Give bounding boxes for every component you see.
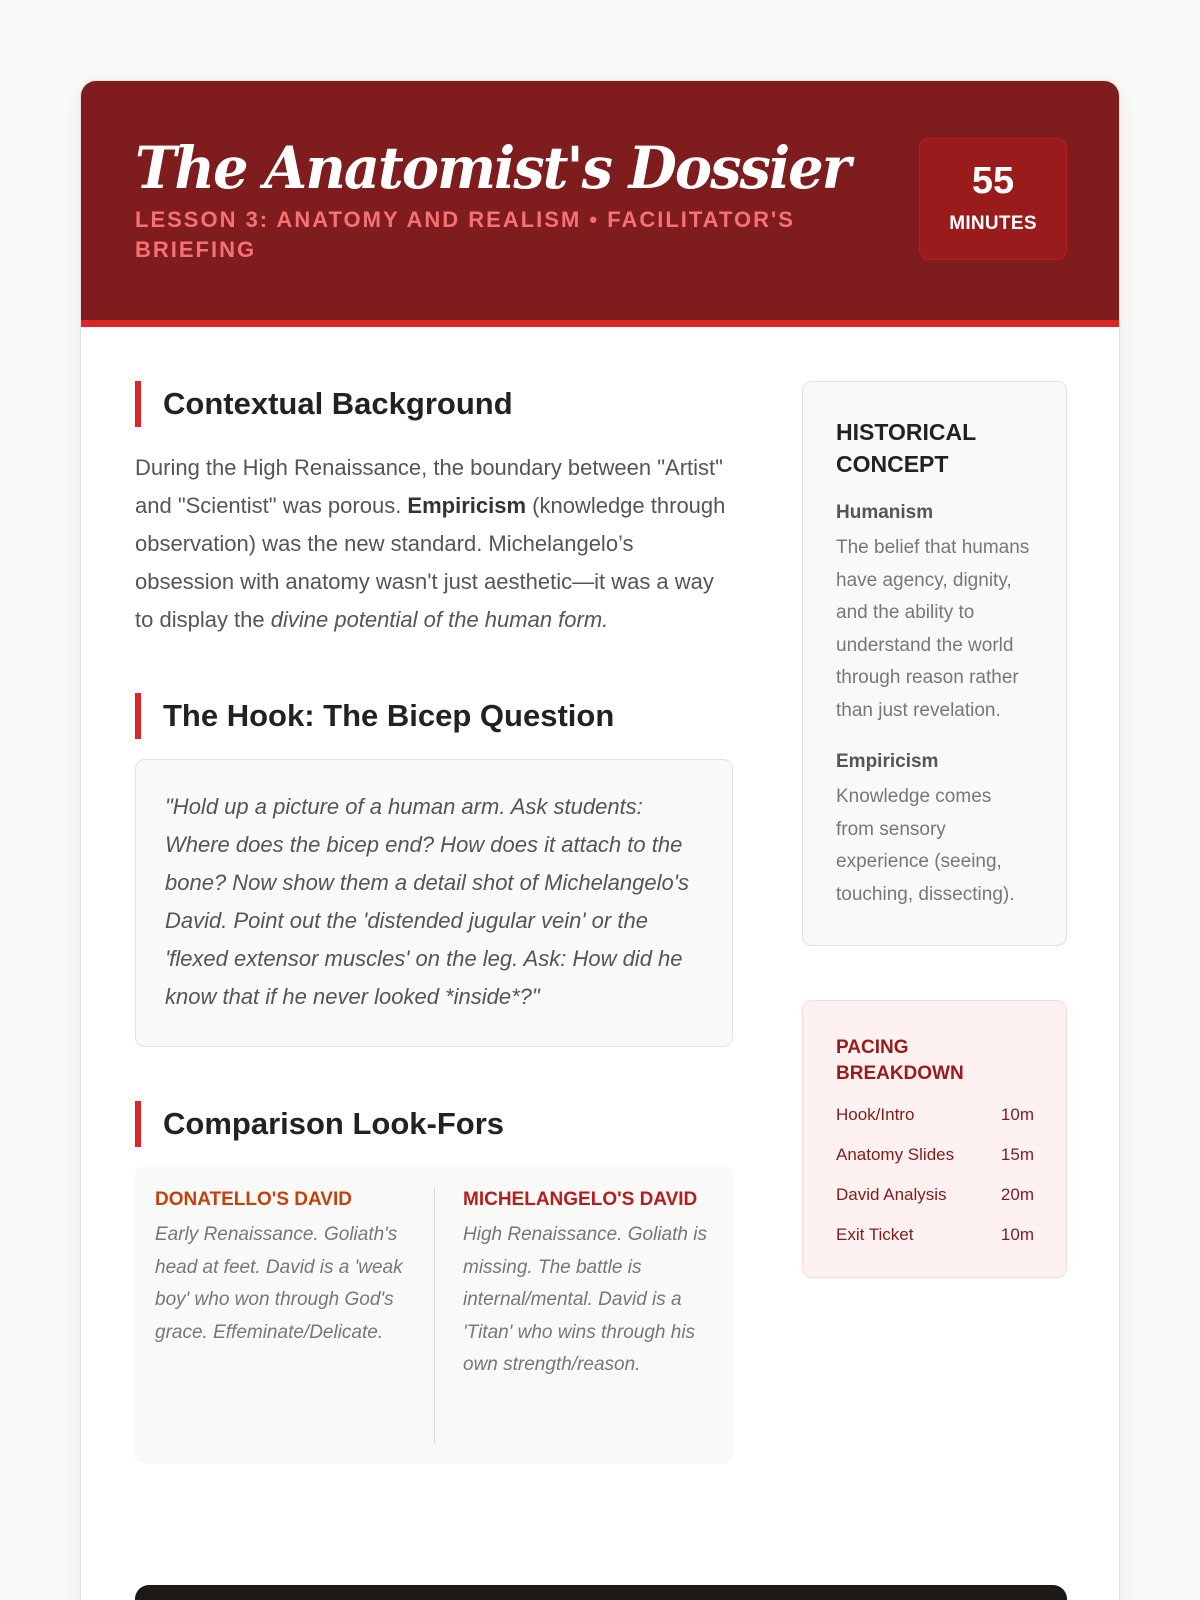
section-heading-hook: The Hook: The Bicep Question (135, 693, 733, 739)
context-bold-term: Empiricism (407, 493, 527, 518)
comparison-column-donatello (135, 1187, 434, 1443)
pacing-label: Exit Ticket (836, 1225, 914, 1244)
pacing-row (836, 1103, 1034, 1127)
pacing-label: Hook/Intro (836, 1105, 915, 1124)
pacing-row (836, 1223, 1034, 1247)
dark-footer-section (135, 1585, 1067, 1600)
duration-unit: MINUTES (949, 213, 1037, 234)
header-banner (81, 81, 1119, 327)
column-body: High Renaissance. Goliath is missing. The battle is internal/mental. David is a 'Titan' who wins through his own strength/reason. (463, 1224, 707, 1375)
section-heading-context: Contextual Background (135, 381, 733, 427)
term-definition: The belief that humans have agency, dignity, and the ability to understand the world through reason rather than just revelation. (836, 537, 1030, 721)
term-empiricism: Empiricism (836, 751, 939, 772)
pacing-time: 10m (1000, 1105, 1034, 1124)
context-text-part: During the High Renaissance, the boundary between "Artist" and "Scientist" was porous. (135, 455, 723, 518)
page-title: The Anatomist's Dossier (135, 134, 850, 202)
sidebar (802, 381, 1067, 1278)
context-italic-phrase: divine potential of the human form. (270, 607, 609, 632)
main-column (135, 381, 733, 1463)
lesson-subtitle: LESSON 3: ANATOMY AND REALISM • FACILITATOR'S BRIEFING (135, 207, 795, 262)
column-title: MICHELANGELO'S DAVID (463, 1189, 698, 1210)
pacing-time: 15m (1000, 1145, 1034, 1164)
context-text-part: (knowledge through observation) was the new standard. Michelangelo’s obsession with anatomy wasn't just aesthetic—it was a way to display the (135, 493, 726, 632)
column-title: DONATELLO'S DAVID (155, 1189, 352, 1210)
pacing-row (836, 1183, 1034, 1207)
pacing-label: Anatomy Slides (836, 1145, 955, 1164)
duration-badge (919, 138, 1067, 260)
context-paragraph (135, 449, 733, 639)
duration-value: 55 (971, 160, 1015, 202)
comparison-column-michelangelo (434, 1187, 733, 1443)
pacing-time: 20m (1000, 1185, 1034, 1204)
pacing-label: David Analysis (836, 1185, 947, 1204)
column-body: Early Renaissance. Goliath's head at feet. David is a 'weak boy' who won through God's grace. Effeminate/Delicate. (155, 1224, 403, 1343)
panel-title: PACING BREAKDOWN (836, 1037, 964, 1084)
dossier-card (80, 80, 1120, 1600)
historical-concept-panel (802, 381, 1067, 946)
pacing-breakdown-panel (802, 1000, 1067, 1278)
comparison-table (135, 1167, 733, 1463)
term-humanism: Humanism (836, 502, 934, 523)
section-heading-comparison: Comparison Look-Fors (135, 1101, 733, 1147)
term-definition: Knowledge comes from sensory experience (seeing, touching, dissecting). (836, 786, 1015, 905)
hook-quote-box: "Hold up a picture of a human arm. Ask students: Where does the bicep end? How does it attach to the bone? Now show them a detail shot of Michelangelo's David. Point out the 'distended jugular vein' or the 'flexed extensor muscles' on the leg. Ask: How did he know that if he never looked *inside*?" (135, 759, 733, 1047)
pacing-row (836, 1143, 1034, 1167)
pacing-time: 10m (1000, 1225, 1034, 1244)
panel-title: HISTORICAL CONCEPT (836, 419, 976, 477)
